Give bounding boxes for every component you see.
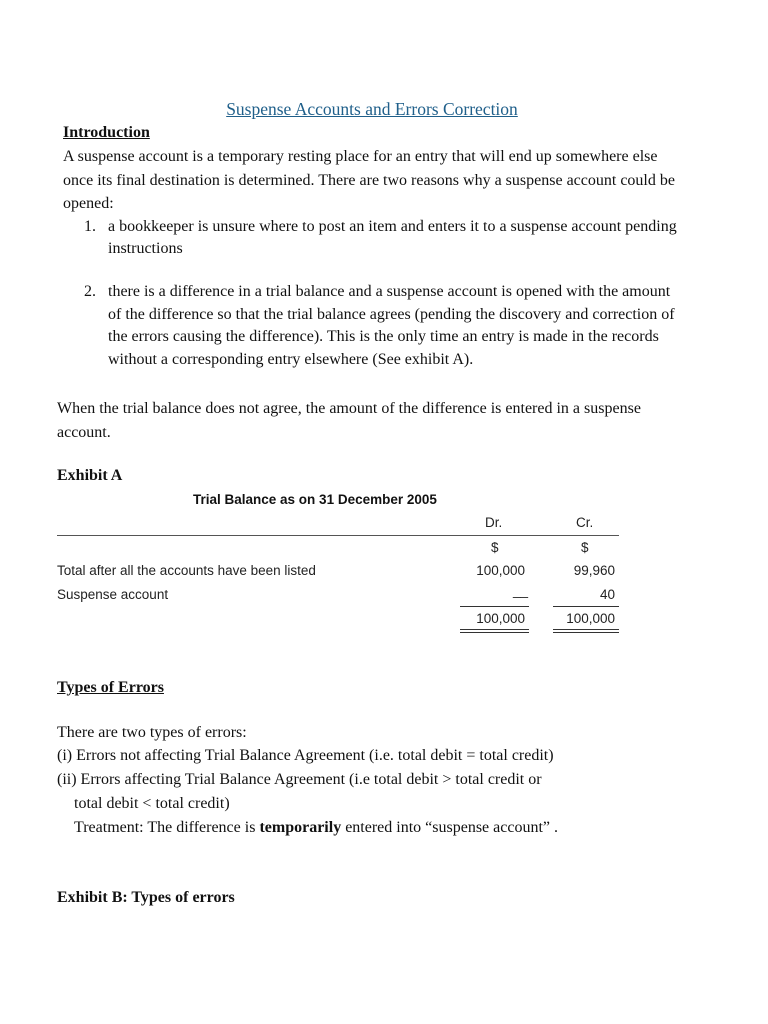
double-rule-cr-bottom [553,632,619,633]
row-label: Total after all the accounts have been listed [57,563,316,578]
error-type-ii-line1: (ii) Errors affecting Trial Balance Agreement (i.e total debit > total credit or [57,771,542,788]
treatment-bold: temporarily [259,819,342,836]
reason-number: 1. [84,218,96,235]
row-dr-value: 100,000 [476,563,525,578]
treatment-suffix: entered into “suspense account” . [341,819,558,836]
treatment-line [74,819,558,837]
exhibit-b-heading: Exhibit B: Types of errors [57,889,235,906]
introduction-paragraph: A suspense account is a temporary resting place for an entry that will end up somewhere else once its final destination is determined. There are two reasons why a suspense account could be opened: [63,148,675,212]
column-header-dr: Dr. [485,515,503,530]
types-intro: There are two types of errors: [57,724,247,741]
currency-dr: $ [491,540,499,555]
total-rule-dr [460,606,529,607]
double-rule-dr-top [460,629,529,630]
double-rule-cr-top [553,629,619,630]
document-title: Suspense Accounts and Errors Correction [226,99,518,119]
trial-balance-title: Trial Balance as on 31 December 2005 [193,492,437,507]
total-cr-value: 100,000 [566,611,615,626]
error-type-ii-line2: total debit < total credit) [74,795,230,812]
row-cr-value: 99,960 [573,563,615,578]
exhibit-a-heading: Exhibit A [57,467,123,484]
row-label: Suspense account [57,587,169,602]
trial-balance-note: When the trial balance does not agree, the amount of the difference is entered in a suspense account. [57,400,641,441]
row-cr-value: 40 [599,587,615,602]
column-header-cr: Cr. [576,515,594,530]
reason-text: a bookkeeper is unsure where to post an item and enters it to a suspense account pending instructions [108,218,677,257]
double-rule-dr-bottom [460,632,529,633]
reason-number: 2. [84,283,96,300]
total-dr-value: 100,000 [476,611,525,626]
reason-item-2 [84,281,684,371]
types-of-errors-heading: Types of Errors [57,679,164,696]
treatment-prefix: Treatment: The difference is [74,819,260,836]
introduction-heading: Introduction [63,124,150,141]
currency-cr: $ [581,540,589,555]
reason-text: there is a difference in a trial balance and a suspense account is opened with the amount of the difference so that the trial balance agrees (pending the discovery and correction of the errors causing the difference). This is the only time an entry is made in the records without a corresponding entry elsewhere (See exhibit A). [108,283,675,368]
table-header-rule [57,535,619,536]
row-dr-value: __ [513,583,529,598]
error-type-i: (i) Errors not affecting Trial Balance Agreement (i.e. total debit = total credit) [57,747,554,764]
total-rule-cr [553,606,619,607]
reason-item-1 [84,216,684,260]
